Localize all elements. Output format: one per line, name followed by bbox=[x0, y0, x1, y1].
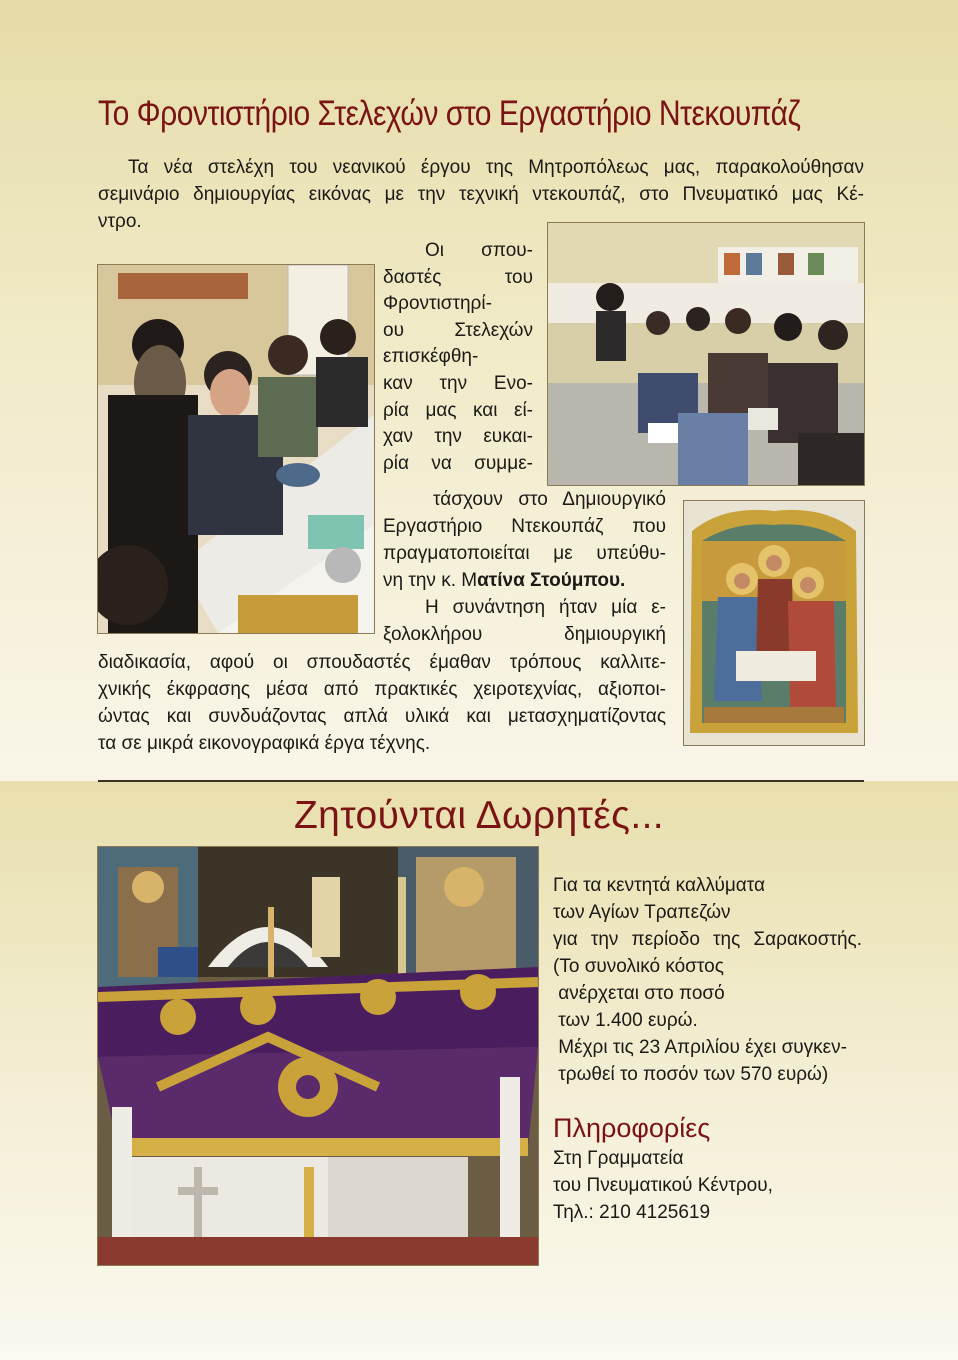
donors-line-5: ανέρχεται στο ποσό bbox=[553, 983, 725, 1004]
intro-line-1: Τα νέα στελέχη του νεανικού έργου της Μητροπόλεως μας, παρακολούθησαν bbox=[128, 157, 864, 178]
responsible-prefix: νη την κ. Μ bbox=[383, 570, 478, 591]
donors-line-3: για την περίοδο της Σαρακοστής. bbox=[553, 929, 862, 950]
donors-line-7: Μέχρι τις 23 Απριλίου έχει συγκεν- bbox=[553, 1037, 847, 1058]
column-line-3: Φροντιστηρί- bbox=[383, 293, 492, 315]
info-line-1: Στη Γραμματεία bbox=[553, 1148, 684, 1169]
intro-line-2: σεμινάριο δημιουργίας εικόνας με την τεχνική ντεκουπάζ, στο Πνευματικό μας Κέ- bbox=[98, 184, 864, 205]
column-line-2: δαστές του bbox=[383, 266, 533, 288]
closing-line-4: τα σε μικρά εικονογραφικά έργα τέχνης. bbox=[98, 733, 431, 754]
column-line-8: χαν την ευκαι- bbox=[383, 426, 533, 448]
column-line-5: επισκέφθη- bbox=[383, 346, 479, 368]
donors-line-8: τρωθεί το ποσόν των 570 ευρώ) bbox=[553, 1064, 829, 1085]
mid-line-1: τάσχουν στο Δημιουργικό bbox=[433, 489, 666, 510]
section-divider bbox=[98, 780, 864, 782]
column-line-9: ρία να συμμε- bbox=[383, 452, 533, 474]
donors-line-4: (Το συνολικό κόστος bbox=[553, 956, 724, 977]
mid-line-3: πραγματοποιείται με υπεύθυ- bbox=[383, 543, 666, 564]
column-line-4: ου Στελεχών bbox=[383, 319, 533, 341]
altar-photo bbox=[97, 846, 539, 1266]
meeting-line-2: ξολοκλήρου δημιουργική bbox=[383, 624, 666, 645]
donors-line-6: των 1.400 ευρώ. bbox=[553, 1010, 698, 1031]
meeting-line-1: Η συνάντηση ήταν μία ε- bbox=[425, 597, 666, 618]
responsible-name: ατίνα Στούμπου. bbox=[477, 570, 626, 591]
article-title: Το Φροντιστήριο Στελεχών στο Εργαστήριο Ντεκουπάζ bbox=[98, 94, 801, 133]
donors-line-1: Για τα κεντητά καλλύματα bbox=[553, 875, 766, 896]
donors-line-2: των Αγίων Τραπεζών bbox=[553, 902, 731, 923]
info-heading: Πληροφορίες bbox=[553, 1113, 711, 1143]
intro-line-3: ντρο. bbox=[98, 211, 142, 232]
mid-line-2: Εργαστήριο Ντεκουπάζ που bbox=[383, 516, 666, 537]
icon-photo bbox=[683, 500, 865, 746]
closing-line-1: διαδικασία, αφού οι σπουδαστές έμαθαν τρόπους καλλιτε- bbox=[98, 652, 666, 673]
info-phone: Τηλ.: 210 4125619 bbox=[553, 1202, 711, 1223]
info-line-2: του Πνευματικού Κέντρου, bbox=[553, 1175, 773, 1196]
column-line-6: καν την Ενο- bbox=[383, 372, 533, 394]
closing-line-3: ώντας και συνδυάζοντας απλά υλικά και μετασχηματίζοντας bbox=[98, 706, 666, 727]
responsible-line bbox=[383, 568, 666, 595]
column-line-1: Οι σπου- bbox=[425, 240, 533, 261]
classroom-photo bbox=[547, 222, 865, 486]
donors-title: Ζητούνται Δωρητές... bbox=[293, 794, 665, 837]
closing-line-2: χνικής έκφρασης μέσα από πρακτικές χειροτεχνίας, αξιοποι- bbox=[98, 679, 666, 700]
workshop-photo-left bbox=[97, 264, 375, 634]
column-line-7: ρία μας και εί- bbox=[383, 399, 533, 421]
